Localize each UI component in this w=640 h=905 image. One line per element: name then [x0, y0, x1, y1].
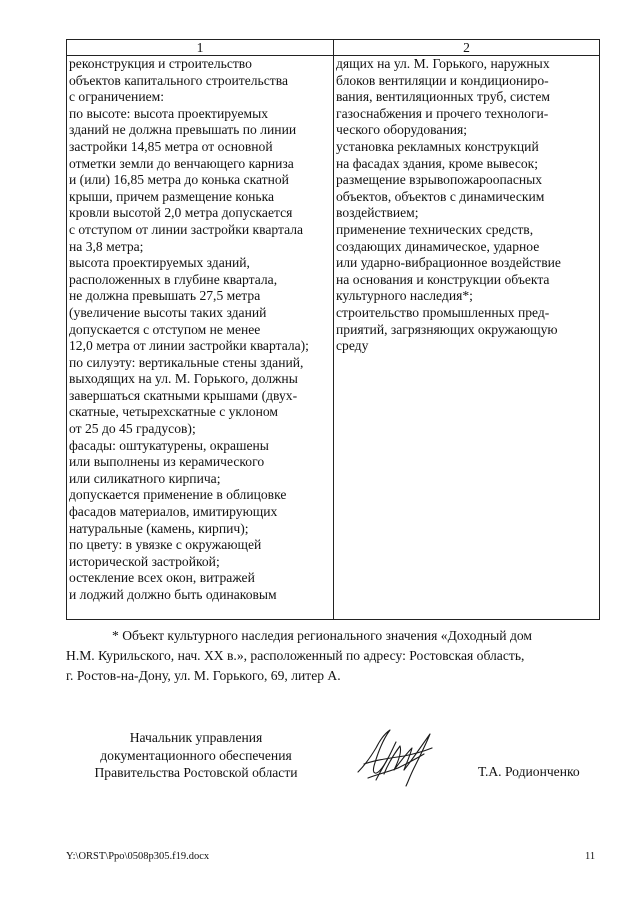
text-line: отметки земли до венчающего карниза	[69, 155, 294, 171]
text-line: строительство промышленных пред-	[336, 304, 550, 320]
text-line: и лоджий должно быть одинаковым	[69, 587, 277, 602]
text-line: скатные, четырехскатные с уклоном	[69, 404, 279, 420]
text-line: расположенных в глубине квартала,	[69, 271, 278, 287]
text-line: дящих на ул. М. Горького, наружных	[336, 56, 550, 71]
text-line: крыши, причем размещение конька	[69, 188, 275, 204]
text-line: по силуэту: вертикальные стены зданий,	[69, 354, 304, 370]
text-line: на 3,8 метра;	[69, 238, 144, 254]
text-line: по цвету: в увязке с окружающей	[69, 537, 262, 553]
text-line: завершаться скатными крышами (двух-	[69, 387, 298, 403]
text-line: с отступом от линии застройки квартала	[69, 221, 304, 237]
text-line: застройки 14,85 метра от основной	[69, 138, 273, 154]
column-header-1: 1	[67, 40, 334, 56]
right-column-cell	[334, 56, 600, 620]
text-line: кровли высотой 2,0 метра допускается	[69, 205, 293, 221]
footnote-line: г. Ростов-на-Дону, ул. М. Горького, 69, литер А.	[66, 668, 341, 683]
text-line: с ограничением:	[69, 89, 165, 105]
text-line: натуральные (камень, кирпич);	[69, 520, 249, 536]
handwritten-signature	[354, 722, 436, 788]
footnote-line: Н.М. Курильского, нач. XX в.», расположенный по адресу: Ростовская область,	[66, 648, 525, 663]
page-number: 11	[585, 851, 596, 862]
text-line: (увеличение высоты таких зданий	[69, 304, 267, 320]
text-line: 12,0 метра от линии застройки квартала);	[69, 338, 309, 354]
text-line: среду	[336, 338, 369, 354]
text-line: фасады: оштукатурены, окрашены	[69, 437, 269, 453]
text-line: установка рекламных конструкций	[336, 138, 539, 154]
text-line: и (или) 16,85 метра до конька скатной	[69, 172, 289, 188]
text-line: высота проектируемых зданий,	[69, 255, 250, 271]
text-line: на основания и конструкции объекта	[336, 271, 550, 287]
text-line: на фасадах здания, кроме вывесок;	[336, 155, 539, 171]
left-column-cell	[67, 56, 334, 620]
text-line: остекление всех окон, витражей	[69, 570, 255, 586]
text-line: приятий, загрязняющих окружающую	[336, 321, 558, 337]
text-line: не должна превышать 27,5 метра	[69, 288, 261, 304]
text-line: зданий не должна превышать по линии	[69, 122, 297, 138]
text-line: культурного наследия*;	[336, 288, 473, 304]
signer-title-line: Начальник управления	[129, 730, 263, 745]
regulations-table	[66, 39, 600, 620]
signer-title-line: Правительства Ростовской области	[94, 765, 298, 780]
text-line: блоков вентиляции и кондициониро-	[336, 72, 549, 88]
signer-title	[66, 729, 326, 782]
text-line: создающих динамическое, ударное	[336, 238, 540, 254]
column-header-2: 2	[334, 40, 600, 56]
text-line: фасадов материалов, имитирующих	[69, 504, 278, 520]
text-line: размещение взрывопожароопасных	[336, 172, 543, 188]
text-line: применение технических средств,	[336, 221, 534, 237]
text-line: допускается применение в облицовке	[69, 487, 287, 503]
text-line: вания, вентиляционных труб, систем	[336, 89, 550, 105]
table-header-row	[67, 40, 600, 56]
text-line: допускается с отступом не менее	[69, 321, 261, 337]
text-line: или силикатного кирпича;	[69, 470, 221, 486]
text-line: реконструкция и строительство	[69, 56, 252, 71]
signer-name: Т.А. Родионченко	[478, 764, 580, 779]
text-line: ческого оборудования;	[336, 122, 468, 138]
file-path: Y:\ORST\Ppo\0508p305.f19.docx	[66, 851, 210, 862]
text-line: воздействием;	[336, 205, 419, 221]
text-line: от 25 до 45 градусов);	[69, 421, 196, 437]
text-line: по высоте: высота проектируемых	[69, 105, 269, 121]
text-line: объектов капитального строительства	[69, 72, 288, 88]
footnote	[66, 626, 596, 686]
text-line: исторической застройкой;	[69, 553, 220, 569]
table-row	[67, 56, 600, 620]
text-line: объектов, объектов с динамическим	[336, 188, 545, 204]
text-line: выходящих на ул. М. Горького, должны	[69, 371, 298, 387]
footnote-line: * Объект культурного наследия регионального значения «Доходный дом	[112, 628, 533, 643]
text-line: или выполнены из керамического	[69, 454, 265, 470]
text-line: газоснабжения и прочего технологи-	[336, 105, 549, 121]
signer-title-line: документационного обеспечения	[100, 747, 292, 763]
text-line: или ударно-вибрационное воздействие	[336, 255, 561, 271]
